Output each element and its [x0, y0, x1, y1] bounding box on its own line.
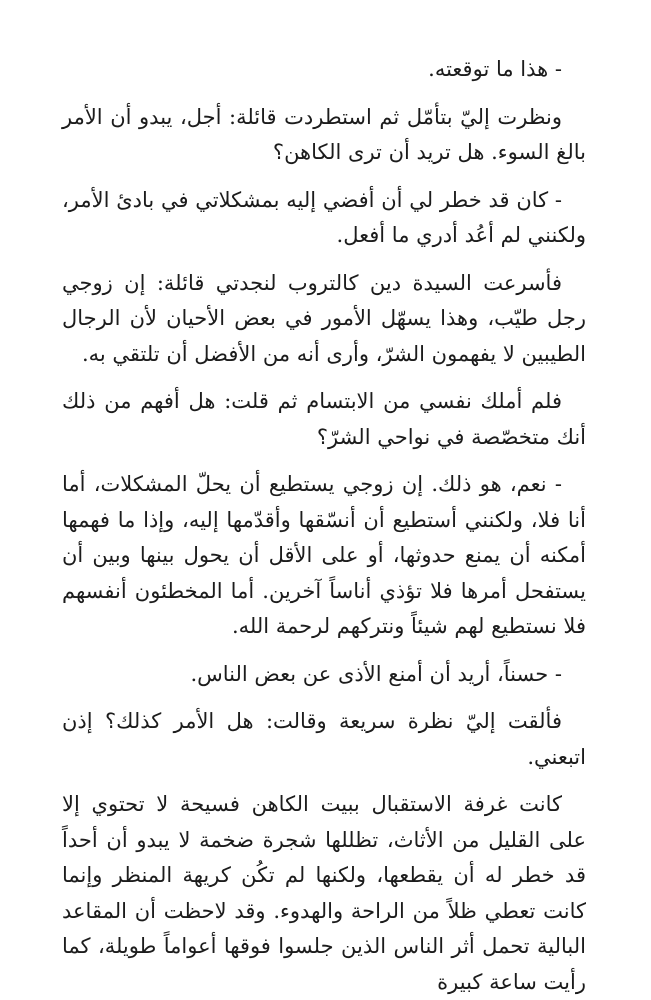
paragraph: - كان قد خطر لي أن أفضي إليه بمشكلاتي في بادئ الأمر، ولكنني لم أعُد أدري ما أفعل. [62, 187, 586, 247]
paragraph: كانت غرفة الاستقبال ببيت الكاهن فسيحة لا تحتوي إلا على القليل من الأثاث، تظللها شجرة ضخمة لا يبدو أن أحداً قد خطر له أن يقطعها، ولكنها لم تكُن كريهة المنظر وإنما كانت تعطي ظلاً من الراحة والهدوء. وقد لاحظت أن المقاعد البالية تحمل أثر الناس الذين جلسوا فوقها أعواماً طويلة، كما رأيت ساعة كبيرة [62, 792, 586, 994]
paragraph: فأسرعت السيدة دين كالتروب لنجدتي قائلة: إن زوجي رجل طيّب، وهذا يسهّل الأمور في بعض الأحيان لأن الرجال الطيبين لا يفهمون الشرّ، وأرى أنه من الأفضل أن تلتقي به. [62, 270, 586, 366]
paragraph: - حسناً، أريد أن أمنع الأذى عن بعض الناس. [190, 661, 562, 686]
paragraph: فألقت إليّ نظرة سريعة وقالت: هل الأمر كذلك؟ إذن اتبعني. [62, 709, 586, 769]
paragraph: ونظرت إليّ بتأمّل ثم استطردت قائلة: أجل، يبدو أن الأمر بالغ السوء. هل تريد أن ترى الكاهن؟ [62, 104, 586, 164]
paragraph: فلم أملك نفسي من الابتسام ثم قلت: هل أفهم من ذلك أنك متخصّصة في نواحي الشرّ؟ [62, 389, 586, 449]
paragraph: - هذا ما توقعته. [428, 57, 562, 81]
body-text [62, 52, 586, 1000]
paragraph: - نعم، هو ذلك. إن زوجي يستطيع أن يحلّ المشكلات، أما أنا فلا، ولكنني أستطيع أن أنسّقها وأقدّمها إليه، وإذا ما فهمها أمكنه أن يمنع حدوثها، أو على الأقل أن يحول بينها وبين أن يستفحل أمرها فلا تؤذي أناساً آخرين. أما المخطئون أنفسهم فلا نستطيع لهم شيئاً ونتركهم لرحمة الله. [62, 472, 586, 638]
